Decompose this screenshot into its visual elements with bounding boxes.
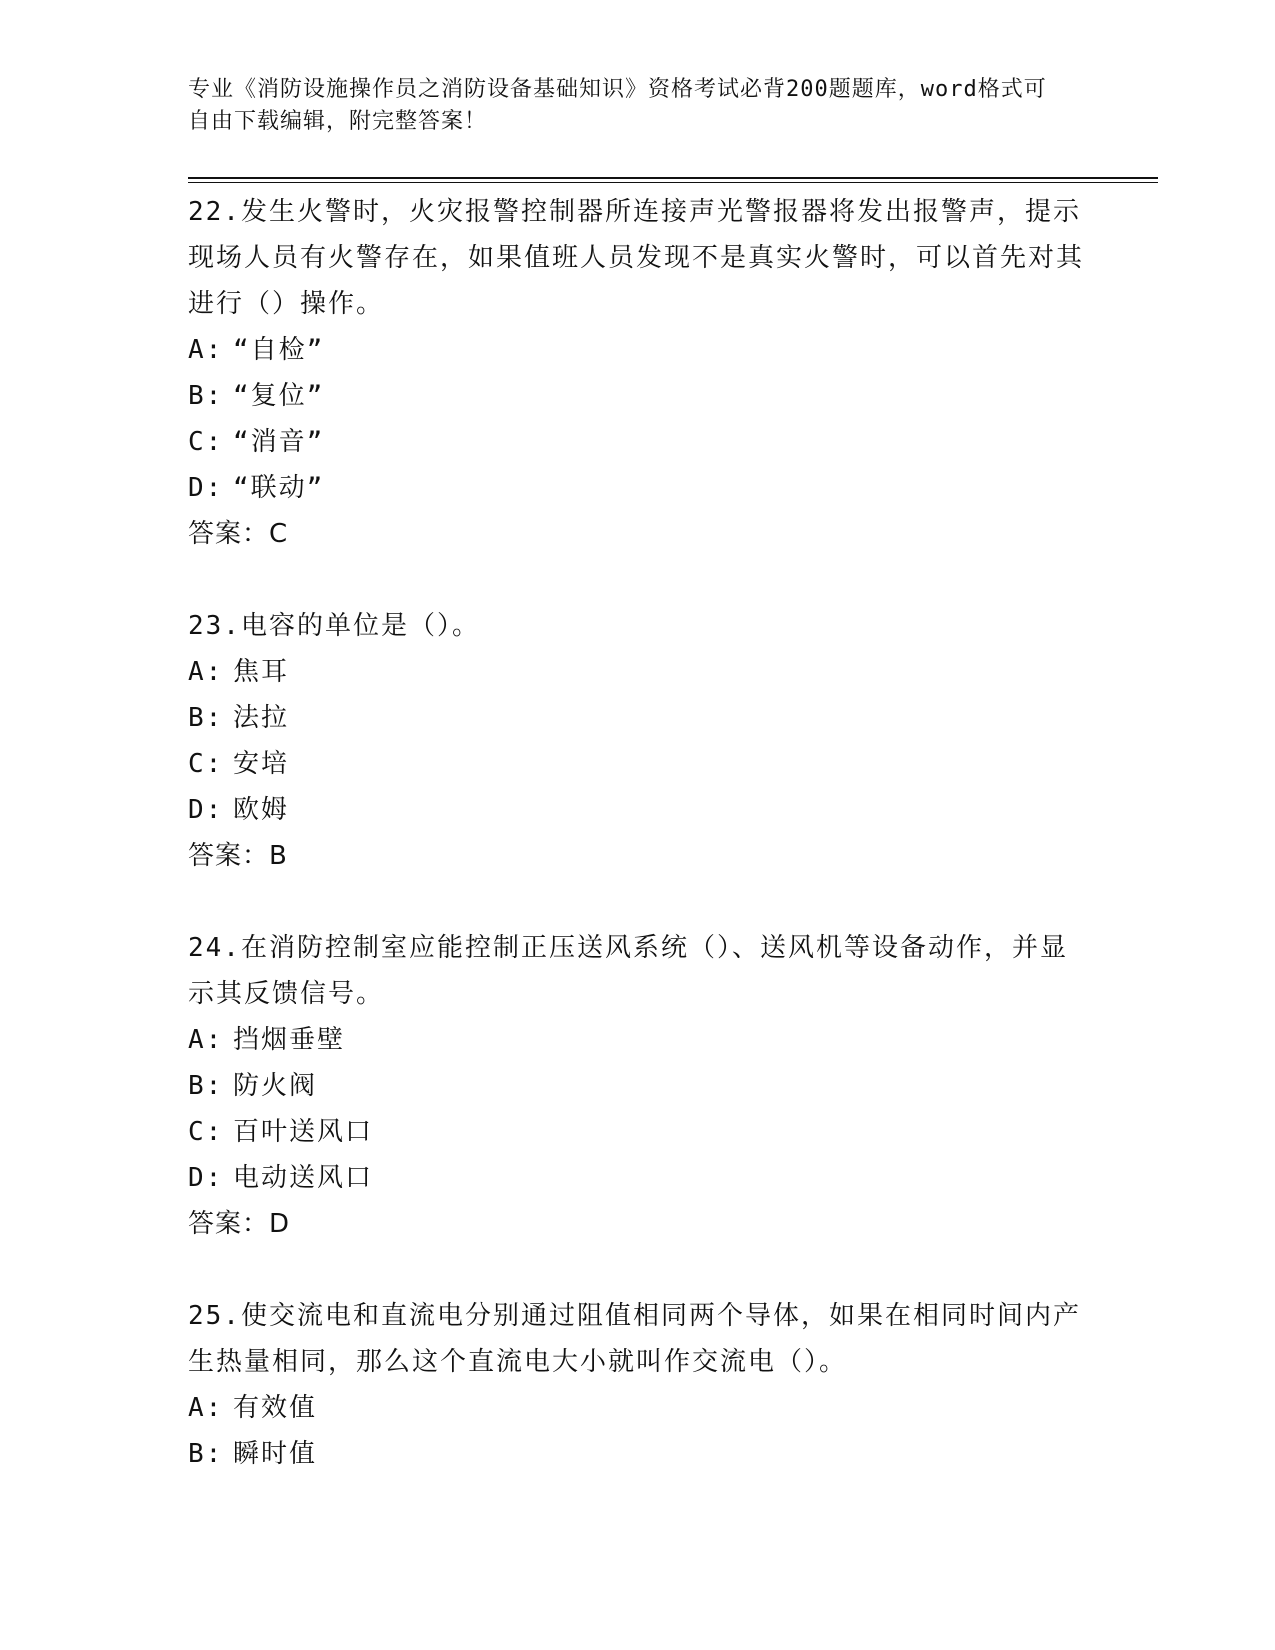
question-text: 25.使交流电和直流电分别通过阻值相同两个导体，如果在相同时间内产生热量相同，那么这个直流电大小就叫作交流电（）。 xyxy=(188,1301,1081,1377)
question-22 xyxy=(188,189,1088,557)
option-a xyxy=(188,1017,1088,1063)
document-header: 专业《消防设施操作员之消防设备基础知识》资格考试必背200题题库，word格式可自由下载编辑，附完整答案！ xyxy=(188,77,1047,134)
option-a xyxy=(188,649,1088,695)
option-label: A: xyxy=(188,657,224,687)
option-label: D: xyxy=(188,1163,224,1193)
question-text: 22.发生火警时，火灾报警控制器所连接声光警报器将发出报警声，提示现场人员有火警存在，如果值班人员发现不是真实火警时，可以首先对其进行（）操作。 xyxy=(188,197,1085,319)
option-d xyxy=(188,465,1088,511)
option-label: A: xyxy=(188,335,224,365)
option-label: D: xyxy=(188,795,224,825)
option-text: “消音” xyxy=(233,427,325,457)
option-d xyxy=(188,787,1088,833)
option-label: A: xyxy=(188,1025,224,1055)
question-text: 23.电容的单位是（）。 xyxy=(188,611,480,641)
option-text: 焦耳 xyxy=(233,657,290,687)
question-list xyxy=(188,189,1088,1523)
option-text: 百叶送风口 xyxy=(233,1117,374,1147)
option-b xyxy=(188,1431,1088,1477)
option-b xyxy=(188,1063,1088,1109)
option-text: “复位” xyxy=(233,381,325,411)
option-label: C: xyxy=(188,1117,224,1147)
option-text: 瞬时值 xyxy=(233,1439,318,1469)
option-text: 有效值 xyxy=(233,1393,318,1423)
option-text: 安培 xyxy=(233,749,290,779)
option-label: B: xyxy=(188,703,224,733)
answer: 答案：D xyxy=(188,1209,291,1239)
option-text: 电动送风口 xyxy=(233,1163,374,1193)
option-text: “联动” xyxy=(233,473,325,503)
option-label: D: xyxy=(188,473,224,503)
option-d xyxy=(188,1155,1088,1201)
option-text: 法拉 xyxy=(233,703,290,733)
option-text: “自检” xyxy=(233,335,325,365)
option-a xyxy=(188,1385,1088,1431)
option-a xyxy=(188,327,1088,373)
option-label: A: xyxy=(188,1393,224,1423)
question-25 xyxy=(188,1293,1088,1477)
option-c xyxy=(188,1109,1088,1155)
option-label: B: xyxy=(188,381,224,411)
question-text: 24.在消防控制室应能控制正压送风系统（）、送风机等设备动作，并显示其反馈信号。 xyxy=(188,933,1068,1009)
option-text: 欧姆 xyxy=(233,795,290,825)
option-text: 防火阀 xyxy=(233,1071,318,1101)
answer: 答案：C xyxy=(188,519,289,549)
option-label: C: xyxy=(188,427,224,457)
option-c xyxy=(188,419,1088,465)
option-b xyxy=(188,695,1088,741)
answer: 答案：B xyxy=(188,841,288,871)
option-label: B: xyxy=(188,1439,224,1469)
option-label: C: xyxy=(188,749,224,779)
header-divider xyxy=(188,177,1158,179)
option-label: B: xyxy=(188,1071,224,1101)
question-23 xyxy=(188,603,1088,879)
option-text: 挡烟垂壁 xyxy=(233,1025,346,1055)
question-24 xyxy=(188,925,1088,1247)
option-c xyxy=(188,741,1088,787)
header-divider-thin xyxy=(188,182,1158,183)
option-b xyxy=(188,373,1088,419)
